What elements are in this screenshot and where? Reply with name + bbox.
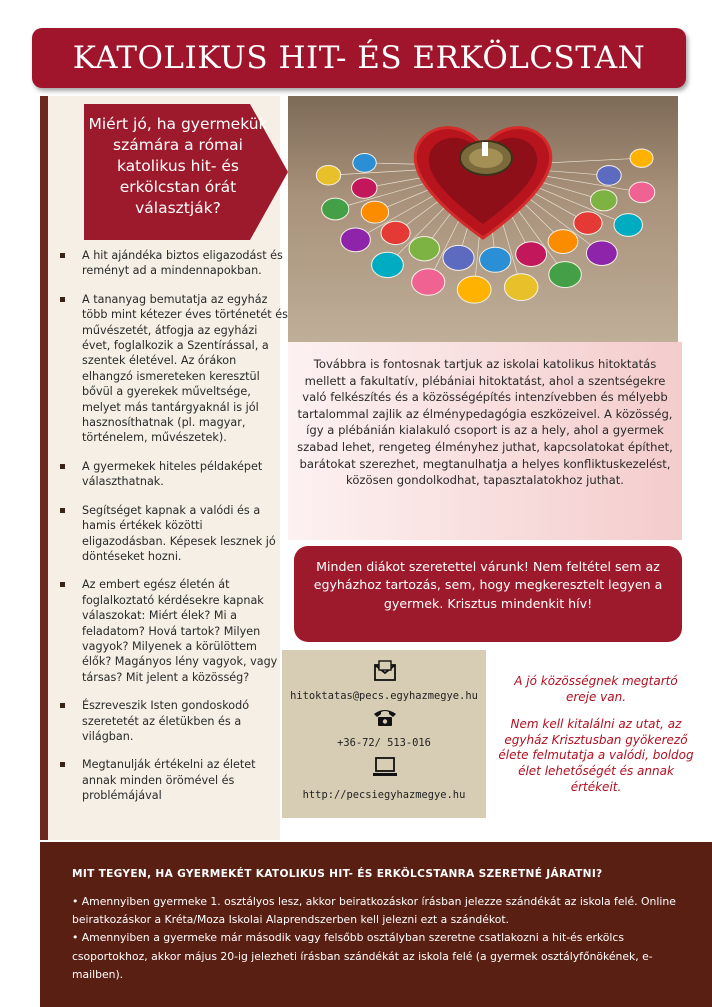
page-title: KATOLIKUS HIT- ÉS ERKÖLCSTAN	[72, 40, 646, 76]
benefit-text: A gyermekek hiteles példaképet választhatnak.	[82, 459, 263, 489]
web-link[interactable]: http://pecsiegyhazmegye.hu	[302, 789, 466, 801]
heart-photo	[288, 96, 678, 342]
list-item	[56, 292, 288, 446]
bottom-body	[72, 893, 700, 984]
phone-icon	[370, 706, 400, 728]
list-item	[56, 698, 288, 744]
bottom-item: • Amennyiben a gyermeke már második vagy felsőbb osztályban szeretne csatlakozni a hit-és erkölcs csoportokhoz, akkor május 20-ig jelezheti írásban szándékát az iskola felé (a gyermek osztályfőnökének, e-mailben).	[72, 931, 653, 981]
email-icon	[370, 660, 400, 682]
list-item	[56, 503, 288, 565]
benefit-text: A hit ajándéka biztos eligazodást és reményt ad a mindennapokban.	[82, 249, 283, 278]
list-item	[56, 248, 288, 279]
title-banner	[32, 28, 686, 88]
bullet-icon	[60, 253, 65, 258]
list-item	[56, 757, 288, 803]
benefit-text: Az embert egész életén át foglalkoztató kérdésekre kapnak válaszokat: Miért élek? Mi a feladatom? Hová tartok? Milyen vagyok? Milyenek a körülöttem élők? Magányos lény vagyok, vagy társas? Mit jelent a közösség?	[82, 578, 278, 684]
community-line-1: A jó közösségnek megtartó ereje van.	[514, 674, 678, 704]
community-quote	[498, 674, 694, 795]
bullet-icon	[60, 703, 65, 708]
benefit-text: Segítséget kapnak a valódi és a hamis értékek közötti eligazodásban. Képesek lesznek jó döntéseket hozni.	[82, 503, 276, 563]
bottom-item: • Amennyiben gyermeke 1. osztályos lesz, akkor beiratkozáskor írásban jelezze szándékát az iskola felé. Online beiratkozáskor a Kréta/Moza Iskolai Alaprendszerben kell jelezni ezt a szándékot.	[72, 895, 676, 927]
benefit-text: A tananyag bemutatja az egyház több mint kétezer éves történetét és művészetét, átfogja az egyházi évet, foglalkozik a Szentírással, a szentek életével. Az órákon elhangzó ismereteken keresztül bővül a gyerekek műveltsége, melyet más tantárgyaknál is jól hasznosíthatnak (pl. magyar, történelem, művészetek).	[82, 292, 288, 445]
benefit-list	[56, 248, 288, 817]
bullet-icon	[60, 508, 65, 513]
phone-number[interactable]: +36-72/ 513-016	[337, 737, 431, 749]
email-link[interactable]: hitoktatas@pecs.egyhazmegye.hu	[290, 690, 478, 702]
bottom-heading: MIT TEGYEN, HA GYERMEKÉT KATOLIKUS HIT- ÉS ERKÖLCSTANRA SZERETNÉ JÁRATNI?	[72, 868, 603, 880]
list-item	[56, 459, 288, 490]
left-accent-bar	[40, 96, 48, 840]
invite-text: Minden diákot szeretettel várunk! Nem feltétel sem az egyházhoz tartozás, sem, hogy megkeresztelt legyen a gyermek. Krisztus mindenkit hív!	[313, 559, 663, 611]
benefit-text: Észreveszik Isten gondoskodó szeretetét az életükben és a világban.	[82, 699, 250, 743]
benefit-text: Megtanulják értékelni az életet annak minden örömével és problémájával	[82, 758, 256, 803]
question-text: Miért jó, ha gyermekük számára a római katolikus hit- és erkölcstan órát választják?	[88, 115, 268, 217]
list-item	[56, 577, 288, 685]
info-text: Továbbra is fontosnak tartjuk az iskolai katolikus hitoktatás mellett a fakultatív, plébániai hitoktatást, ahol a szentségekre való felkészítés és a közösségépítés intenzívebben és mélyebb tartalommal zajlik az élménypedagógia eszközeivel. A közösség, így a plébánián kialakuló csoport is az a hely, ahol a gyermek szabad lehet, rengeteg élményhez juthat, kapcsolatokat építhet, barátokat szerezhet, megtanulhatja a helyes konfliktuskezelést, közösen gondolkodhat, tapasztalatokhoz juthat.	[297, 357, 673, 488]
bullet-icon	[60, 762, 65, 767]
community-line-2: Nem kell kitalálni az utat, az egyház Krisztusban gyökerező élete felmutatja a valódi, boldog élet lehetőségét és annak értékeit.	[498, 717, 694, 794]
bullet-icon	[60, 464, 65, 469]
bullet-icon	[60, 582, 65, 587]
computer-icon	[370, 756, 400, 778]
bullet-icon	[60, 297, 65, 302]
